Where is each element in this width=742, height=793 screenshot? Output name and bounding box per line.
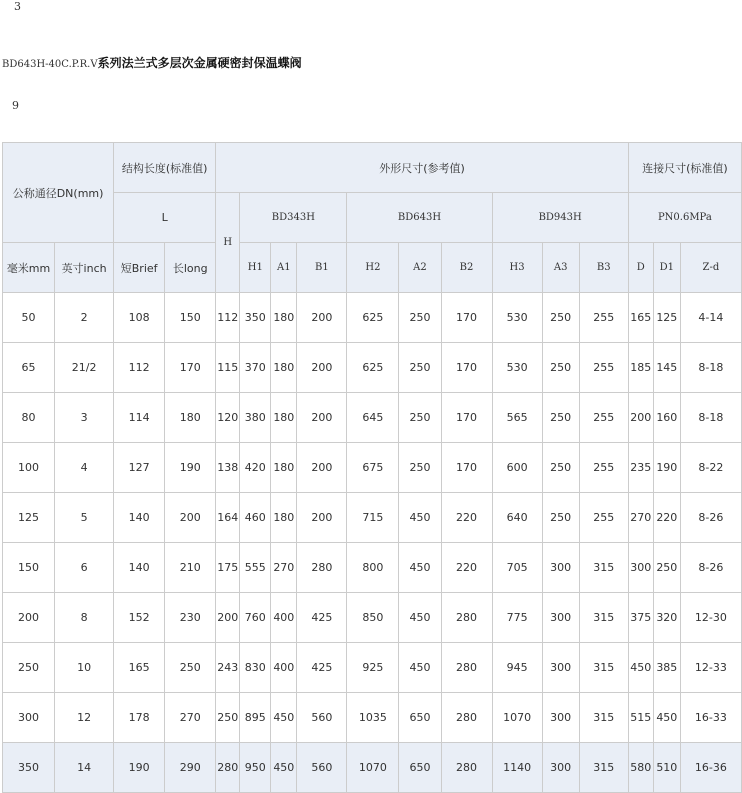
table-cell: 580 bbox=[628, 743, 653, 793]
header-B1: B1 bbox=[297, 243, 347, 293]
table-cell: 315 bbox=[579, 743, 628, 793]
table-cell: 255 bbox=[579, 393, 628, 443]
table-cell: 16-36 bbox=[680, 743, 741, 793]
table-cell: 250 bbox=[399, 443, 441, 493]
table-cell: 12-30 bbox=[680, 593, 741, 643]
table-cell: 280 bbox=[441, 693, 492, 743]
table-cell: 200 bbox=[165, 493, 216, 543]
header-D: D bbox=[628, 243, 653, 293]
table-cell: 12 bbox=[55, 693, 114, 743]
title-model: BD643H-40C.P.R.V bbox=[2, 59, 98, 70]
table-cell: 280 bbox=[441, 743, 492, 793]
table-cell: 320 bbox=[653, 593, 680, 643]
table-cell: 243 bbox=[216, 643, 240, 693]
table-row bbox=[3, 643, 742, 693]
table-cell: 175 bbox=[216, 543, 240, 593]
table-cell: 180 bbox=[271, 443, 297, 493]
header-Zd: Z-d bbox=[680, 243, 741, 293]
table-cell: 200 bbox=[216, 593, 240, 643]
table-cell: 164 bbox=[216, 493, 240, 543]
table-cell: 255 bbox=[579, 293, 628, 343]
table-cell: 12-33 bbox=[680, 643, 741, 693]
table-cell: 8-18 bbox=[680, 343, 741, 393]
table-cell: 300 bbox=[3, 693, 55, 743]
header-L: L bbox=[114, 193, 216, 243]
header-A1: A1 bbox=[271, 243, 297, 293]
table-cell: 200 bbox=[297, 343, 347, 393]
table-cell: 950 bbox=[240, 743, 271, 793]
table-cell: 50 bbox=[3, 293, 55, 343]
header-inch: 英寸inch bbox=[55, 243, 114, 293]
table-cell: 200 bbox=[3, 593, 55, 643]
table-cell: 255 bbox=[579, 343, 628, 393]
header-H2: H2 bbox=[347, 243, 399, 293]
table-cell: 945 bbox=[492, 643, 542, 693]
table-row bbox=[3, 743, 742, 793]
table-cell: 650 bbox=[399, 743, 441, 793]
table-cell: 315 bbox=[579, 693, 628, 743]
table-cell: 180 bbox=[271, 393, 297, 443]
table-cell: 425 bbox=[297, 643, 347, 693]
header-D1: D1 bbox=[653, 243, 680, 293]
table-cell: 210 bbox=[165, 543, 216, 593]
table-cell: 565 bbox=[492, 393, 542, 443]
table-cell: 152 bbox=[114, 593, 165, 643]
table-cell: 650 bbox=[399, 693, 441, 743]
table-cell: 14 bbox=[55, 743, 114, 793]
table-cell: 350 bbox=[240, 293, 271, 343]
table-cell: 140 bbox=[114, 543, 165, 593]
table-cell: 250 bbox=[216, 693, 240, 743]
table-cell: 200 bbox=[297, 393, 347, 443]
table-cell: 450 bbox=[271, 693, 297, 743]
table-cell: 450 bbox=[628, 643, 653, 693]
table-cell: 450 bbox=[399, 643, 441, 693]
table-cell: 1140 bbox=[492, 743, 542, 793]
table-cell: 250 bbox=[542, 343, 579, 393]
table-cell: 280 bbox=[216, 743, 240, 793]
table-cell: 420 bbox=[240, 443, 271, 493]
table-cell: 125 bbox=[653, 293, 680, 343]
table-cell: 300 bbox=[542, 693, 579, 743]
table-cell: 380 bbox=[240, 393, 271, 443]
table-cell: 645 bbox=[347, 393, 399, 443]
table-cell: 315 bbox=[579, 543, 628, 593]
table-cell: 1035 bbox=[347, 693, 399, 743]
table-cell: 250 bbox=[542, 293, 579, 343]
table-cell: 8-22 bbox=[680, 443, 741, 493]
table-cell: 200 bbox=[297, 293, 347, 343]
table-cell: 300 bbox=[542, 593, 579, 643]
table-cell: 715 bbox=[347, 493, 399, 543]
table-cell: 300 bbox=[628, 543, 653, 593]
table-cell: 125 bbox=[3, 493, 55, 543]
table-cell: 6 bbox=[55, 543, 114, 593]
table-cell: 150 bbox=[3, 543, 55, 593]
table-cell: 127 bbox=[114, 443, 165, 493]
table-cell: 170 bbox=[441, 393, 492, 443]
table-cell: 560 bbox=[297, 693, 347, 743]
table-cell: 250 bbox=[542, 493, 579, 543]
table-cell: 450 bbox=[399, 593, 441, 643]
table-cell: 250 bbox=[165, 643, 216, 693]
table-cell: 180 bbox=[271, 293, 297, 343]
table-cell: 300 bbox=[542, 643, 579, 693]
header-connection: 连接尺寸(标准值) bbox=[628, 143, 741, 193]
table-row bbox=[3, 443, 742, 493]
table-cell: 925 bbox=[347, 643, 399, 693]
table-cell: 625 bbox=[347, 343, 399, 393]
title-name: 系列法兰式多层次金属硬密封保温蝶阀 bbox=[97, 56, 302, 70]
table-cell: 800 bbox=[347, 543, 399, 593]
table-cell: 600 bbox=[492, 443, 542, 493]
table-cell: 180 bbox=[165, 393, 216, 443]
table-cell: 190 bbox=[165, 443, 216, 493]
table-cell: 120 bbox=[216, 393, 240, 443]
table-cell: 4-14 bbox=[680, 293, 741, 343]
header-B2: B2 bbox=[441, 243, 492, 293]
table-cell: 16-33 bbox=[680, 693, 741, 743]
table-cell: 555 bbox=[240, 543, 271, 593]
header-mm: 毫米mm bbox=[3, 243, 55, 293]
table-cell: 280 bbox=[297, 543, 347, 593]
table-cell: 705 bbox=[492, 543, 542, 593]
page-title bbox=[2, 52, 302, 71]
table-cell: 200 bbox=[297, 443, 347, 493]
table-cell: 4 bbox=[55, 443, 114, 493]
table-cell: 114 bbox=[114, 393, 165, 443]
table-cell: 200 bbox=[297, 493, 347, 543]
table-cell: 112 bbox=[114, 343, 165, 393]
table-cell: 138 bbox=[216, 443, 240, 493]
marker-mid: 9 bbox=[12, 99, 19, 112]
table-cell: 290 bbox=[165, 743, 216, 793]
header-brief: 短Brief bbox=[114, 243, 165, 293]
table-cell: 150 bbox=[165, 293, 216, 343]
table-cell: 250 bbox=[399, 343, 441, 393]
header-H1: H1 bbox=[240, 243, 271, 293]
table-cell: 165 bbox=[114, 643, 165, 693]
table-cell: 675 bbox=[347, 443, 399, 493]
table-cell: 270 bbox=[271, 543, 297, 593]
table-cell: 270 bbox=[165, 693, 216, 743]
table-cell: 375 bbox=[628, 593, 653, 643]
table-cell: 425 bbox=[297, 593, 347, 643]
table-cell: 895 bbox=[240, 693, 271, 743]
table-cell: 255 bbox=[579, 443, 628, 493]
table-cell: 108 bbox=[114, 293, 165, 343]
table-cell: 775 bbox=[492, 593, 542, 643]
table-cell: 140 bbox=[114, 493, 165, 543]
table-cell: 235 bbox=[628, 443, 653, 493]
header-length: 结构长度(标准值) bbox=[114, 143, 216, 193]
table-cell: 112 bbox=[216, 293, 240, 343]
table-cell: 400 bbox=[271, 643, 297, 693]
table-cell: 65 bbox=[3, 343, 55, 393]
table-cell: 250 bbox=[399, 293, 441, 343]
header-pn: PN0.6MPa bbox=[628, 193, 741, 243]
table-cell: 300 bbox=[542, 543, 579, 593]
table-cell: 370 bbox=[240, 343, 271, 393]
table-cell: 178 bbox=[114, 693, 165, 743]
table-cell: 250 bbox=[399, 393, 441, 443]
header-bd643h: BD643H bbox=[347, 193, 492, 243]
table-cell: 450 bbox=[271, 743, 297, 793]
table-row bbox=[3, 343, 742, 393]
table-cell: 10 bbox=[55, 643, 114, 693]
table-cell: 255 bbox=[579, 493, 628, 543]
table-cell: 830 bbox=[240, 643, 271, 693]
table-cell: 250 bbox=[542, 443, 579, 493]
header-H: H bbox=[216, 193, 240, 293]
table-cell: 5 bbox=[55, 493, 114, 543]
table-cell: 190 bbox=[114, 743, 165, 793]
table-cell: 80 bbox=[3, 393, 55, 443]
valve-dimension-table bbox=[2, 142, 742, 793]
table-row bbox=[3, 393, 742, 443]
table-cell: 250 bbox=[653, 543, 680, 593]
table-cell: 1070 bbox=[347, 743, 399, 793]
table-row bbox=[3, 593, 742, 643]
table-cell: 280 bbox=[441, 593, 492, 643]
header-H3: H3 bbox=[492, 243, 542, 293]
table-cell: 450 bbox=[399, 493, 441, 543]
header-dn: 公称通径DN(mm) bbox=[3, 143, 114, 243]
header-B3: B3 bbox=[579, 243, 628, 293]
table-cell: 385 bbox=[653, 643, 680, 693]
table-cell: 8-26 bbox=[680, 493, 741, 543]
header-bd943h: BD943H bbox=[492, 193, 628, 243]
table-cell: 510 bbox=[653, 743, 680, 793]
table-cell: 145 bbox=[653, 343, 680, 393]
table-cell: 160 bbox=[653, 393, 680, 443]
table-cell: 530 bbox=[492, 293, 542, 343]
table-cell: 170 bbox=[165, 343, 216, 393]
table-cell: 850 bbox=[347, 593, 399, 643]
table-cell: 170 bbox=[441, 343, 492, 393]
table-cell: 8-26 bbox=[680, 543, 741, 593]
header-A2: A2 bbox=[399, 243, 441, 293]
header-bd343h: BD343H bbox=[240, 193, 347, 243]
marker-top: 3 bbox=[14, 0, 21, 13]
table-row bbox=[3, 543, 742, 593]
table-body bbox=[3, 293, 742, 793]
table-cell: 190 bbox=[653, 443, 680, 493]
header-long: 长long bbox=[165, 243, 216, 293]
table-cell: 315 bbox=[579, 593, 628, 643]
table-cell: 625 bbox=[347, 293, 399, 343]
table-cell: 165 bbox=[628, 293, 653, 343]
table-cell: 640 bbox=[492, 493, 542, 543]
table-cell: 315 bbox=[579, 643, 628, 693]
table-cell: 2 bbox=[55, 293, 114, 343]
table-cell: 170 bbox=[441, 443, 492, 493]
table-cell: 515 bbox=[628, 693, 653, 743]
table-cell: 450 bbox=[399, 543, 441, 593]
table-cell: 250 bbox=[3, 643, 55, 693]
header-outer-dimensions: 外形尺寸(参考值) bbox=[216, 143, 629, 193]
table-row bbox=[3, 493, 742, 543]
table-cell: 450 bbox=[653, 693, 680, 743]
table-cell: 250 bbox=[542, 393, 579, 443]
table-cell: 400 bbox=[271, 593, 297, 643]
table-cell: 180 bbox=[271, 343, 297, 393]
table-cell: 8-18 bbox=[680, 393, 741, 443]
table-cell: 760 bbox=[240, 593, 271, 643]
table-cell: 115 bbox=[216, 343, 240, 393]
table-cell: 220 bbox=[653, 493, 680, 543]
table-row bbox=[3, 693, 742, 743]
table-cell: 100 bbox=[3, 443, 55, 493]
table-cell: 280 bbox=[441, 643, 492, 693]
table-cell: 350 bbox=[3, 743, 55, 793]
header-A3: A3 bbox=[542, 243, 579, 293]
table-cell: 200 bbox=[628, 393, 653, 443]
table-cell: 180 bbox=[271, 493, 297, 543]
table-cell: 170 bbox=[441, 293, 492, 343]
table-cell: 300 bbox=[542, 743, 579, 793]
table-cell: 8 bbox=[55, 593, 114, 643]
table-row bbox=[3, 293, 742, 343]
table-cell: 530 bbox=[492, 343, 542, 393]
table-cell: 270 bbox=[628, 493, 653, 543]
table-cell: 560 bbox=[297, 743, 347, 793]
table-cell: 220 bbox=[441, 543, 492, 593]
table-cell: 230 bbox=[165, 593, 216, 643]
table-cell: 1070 bbox=[492, 693, 542, 743]
table-cell: 220 bbox=[441, 493, 492, 543]
table-cell: 21/2 bbox=[55, 343, 114, 393]
table-cell: 460 bbox=[240, 493, 271, 543]
table-cell: 3 bbox=[55, 393, 114, 443]
table-cell: 185 bbox=[628, 343, 653, 393]
